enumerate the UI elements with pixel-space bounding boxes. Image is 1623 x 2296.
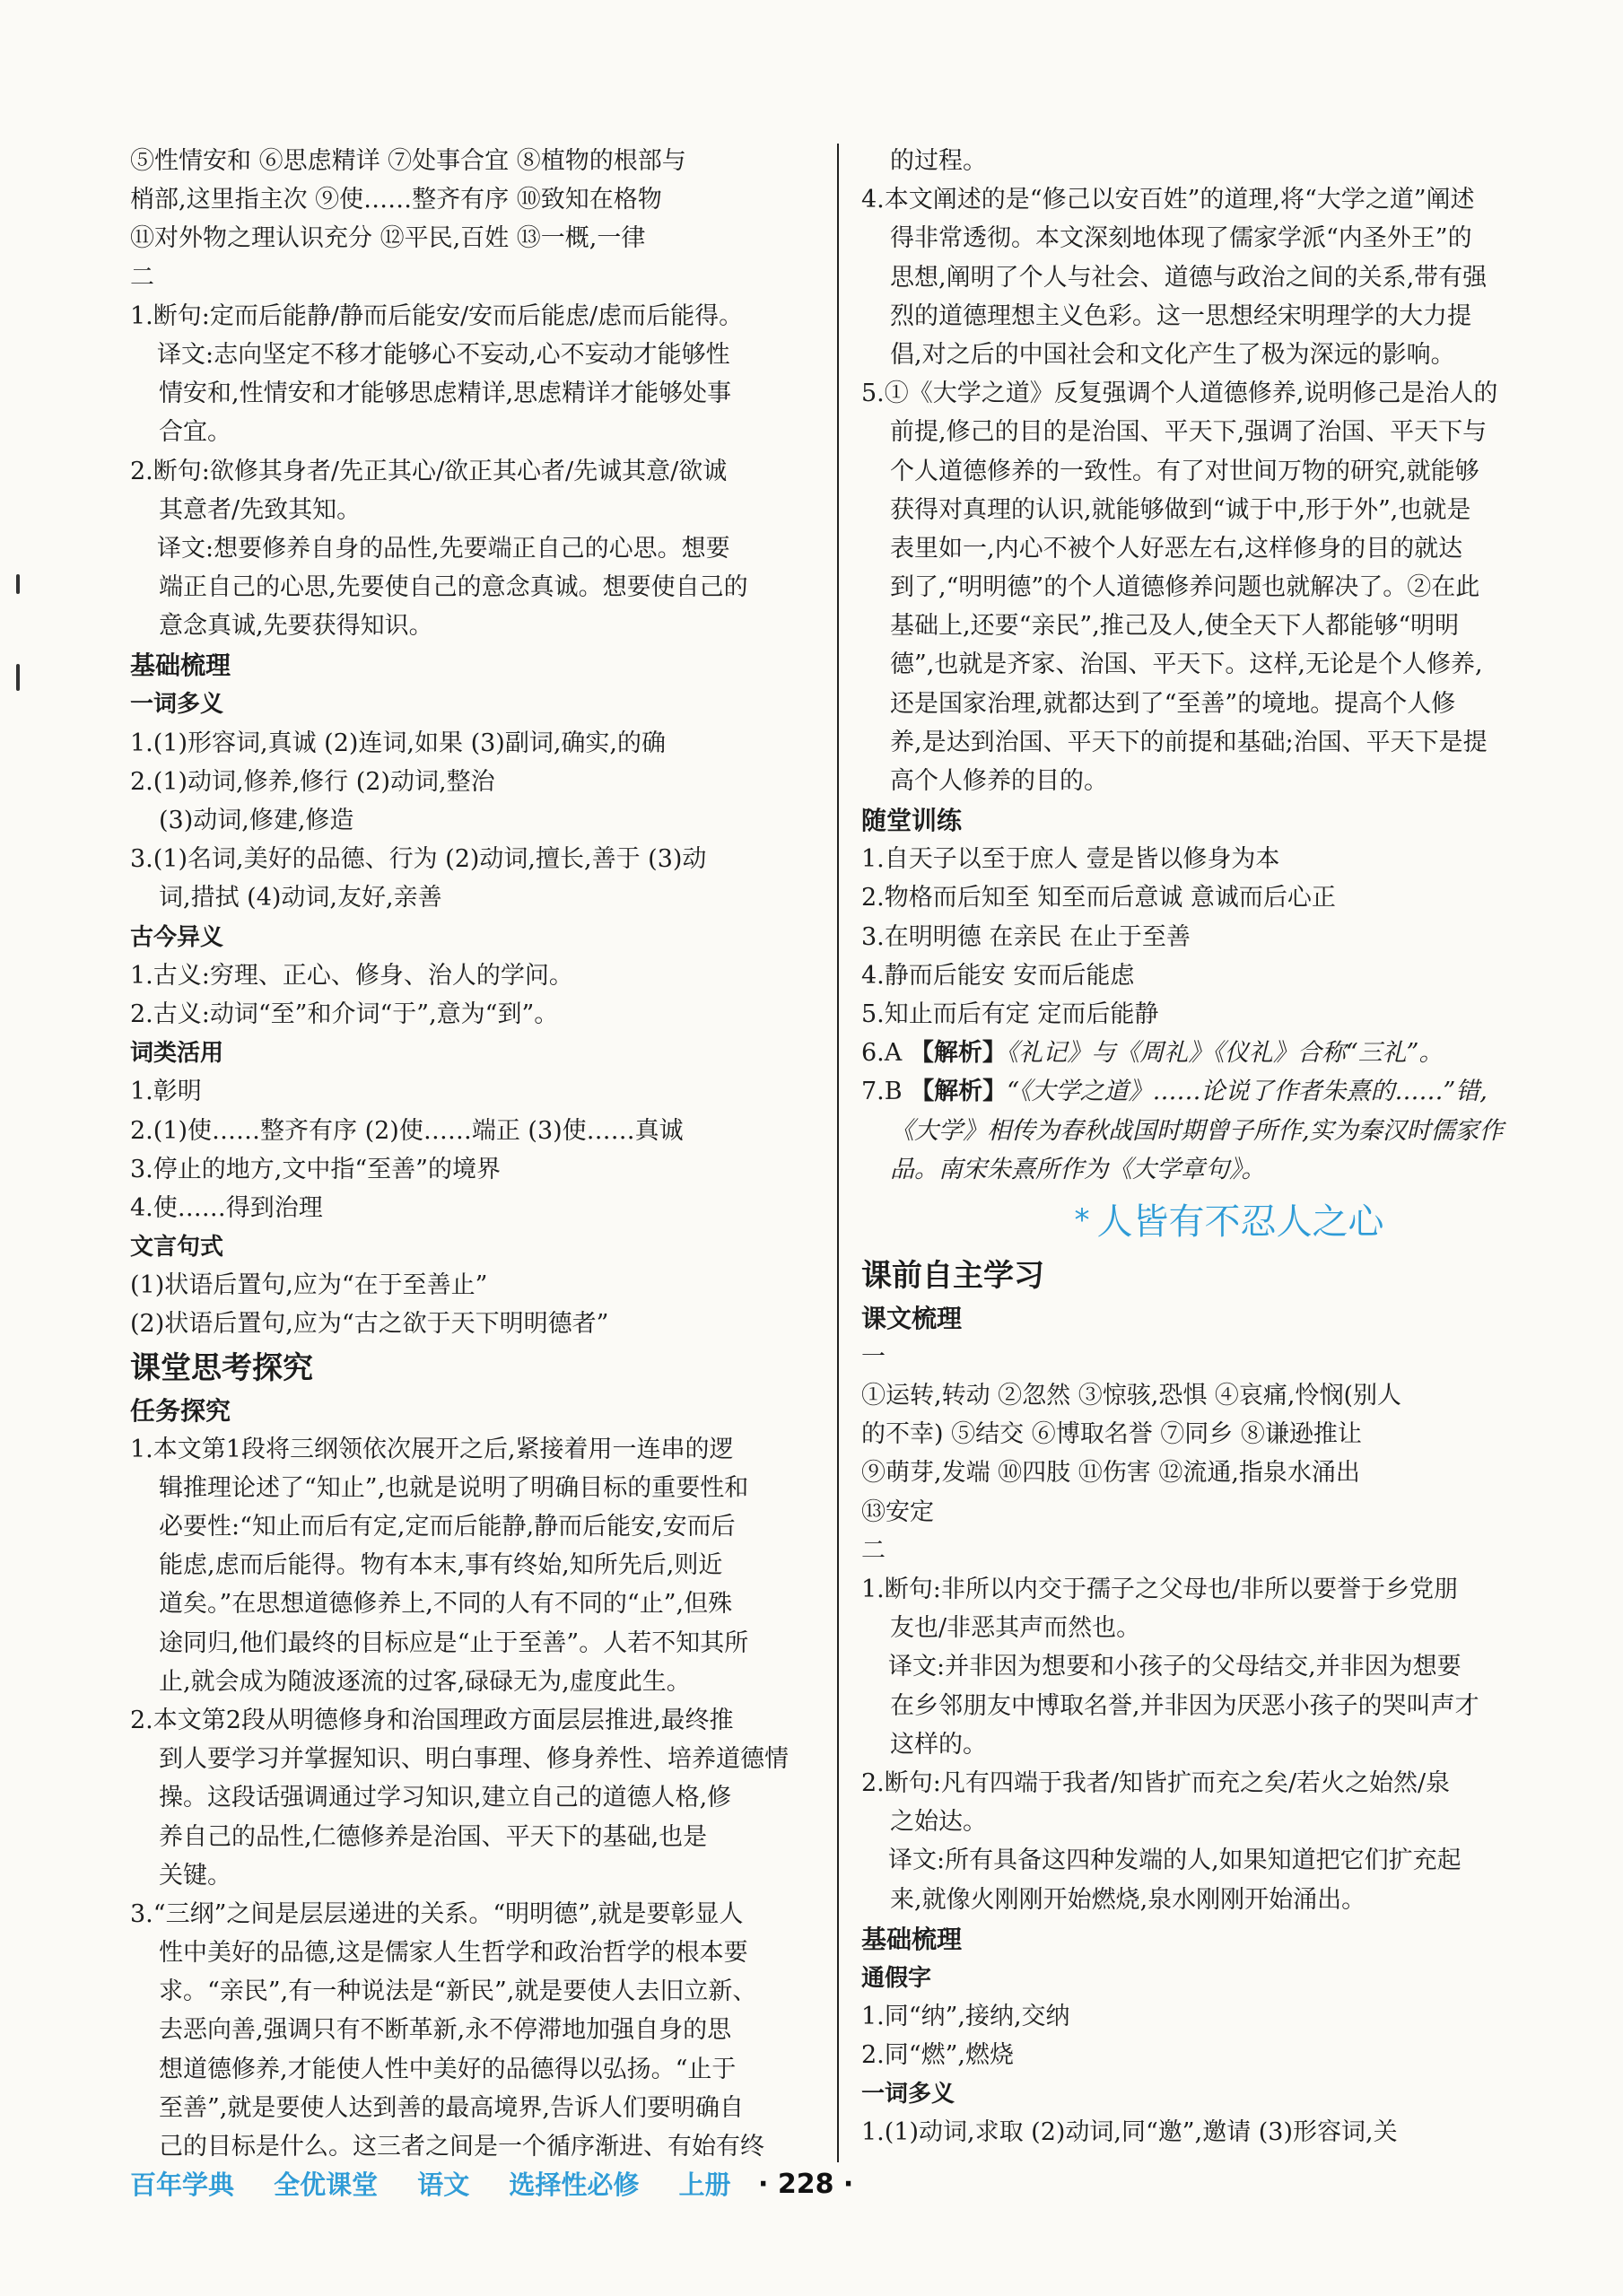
text-line: 2.(1)使……整齐有序 (2)使……端正 (3)使……真诚 — [130, 1116, 684, 1145]
text-line: 5.知止而后有定 定而后能静 — [861, 1000, 1159, 1028]
text-line: 来,就像火刚刚开始燃烧,泉水刚刚开始涌出。 — [890, 1885, 1366, 1914]
text-line: 至善”,就是要使人达到善的最高境界,告诉人们要明确自 — [159, 2093, 744, 2122]
column-divider — [837, 144, 839, 2162]
text-line: 道矣。”在思想道德修养上,不同的人有不同的“止”,但殊 — [159, 1590, 733, 1619]
footer-subject: 语文 — [417, 2169, 470, 2200]
asterisk-icon: * — [1074, 1201, 1090, 1238]
text-line: 前提,修己的目的是治国、平天下,强调了治国、平天下与 — [890, 418, 1488, 447]
text-line: 4.静而后能安 安而后能虑 — [861, 961, 1135, 990]
text-line: 性中美好的品德,这是儒家人生哲学和政治哲学的根本要 — [159, 1939, 748, 1968]
text-line: 合宜。 — [159, 418, 231, 447]
scan-mark — [16, 574, 20, 594]
text-line: 还是国家治理,就都达到了“至善”的境地。提高个人修 — [890, 689, 1456, 718]
subsection-heading: 课文梳理 — [861, 1303, 963, 1333]
text-line: 情安和,性情安和才能够思虑精详,思虑精详才能够处事 — [159, 380, 732, 408]
text-line: 二 — [130, 263, 154, 292]
text-line: 2.断句:凡有四端于我者/知皆扩而充之矣/若火之始然/泉 — [861, 1768, 1451, 1797]
text-line: 到人要学习并掌握知识、明白事理、修身养性、培养道德情 — [159, 1745, 789, 1774]
topic-heading: 文言句式 — [130, 1234, 224, 1261]
text-line: 2.本文第2段从明德修身和治国理政方面层层推进,最终推 — [130, 1706, 734, 1734]
text-line: 词,措拭 (4)动词,友好,亲善 — [159, 884, 442, 912]
text-line: 1.自天子以至于庶人 壹是皆以修身为本 — [861, 845, 1280, 874]
text-line: ⑪对外物之理认识充分 ⑫平民,百姓 ⑬一概,一律 — [130, 224, 646, 253]
text-line: 端正自己的心思,先要使自己的意念真诚。想要使自己的 — [159, 573, 748, 602]
answer-line — [861, 1034, 1543, 1072]
text-line: 1.(1)动词,求取 (2)动词,同“邀”,邀请 (3)形容词,关 — [861, 2118, 1398, 2147]
footer-volume-type: 选择性必修 — [509, 2169, 640, 2200]
right-column — [861, 142, 1543, 2152]
text-line: 养,是达到治国、平天下的前提和基础;治国、平天下是提 — [890, 728, 1488, 756]
text-line: 1.彰明 — [130, 1078, 202, 1106]
subsection-heading: 任务探究 — [130, 1395, 231, 1426]
analysis-text: 《礼记》与《周礼》《仪礼》合称“三礼”。 — [1006, 1039, 1444, 1068]
translation-line: 译文:所有具备这四种发端的人,如果知道把它们扩充起 — [888, 1846, 1462, 1875]
text-line: 1.(1)形容词,真诚 (2)连词,如果 (3)副词,确实,的确 — [130, 729, 666, 757]
text-line: 4.使……得到治理 — [130, 1193, 323, 1222]
text-line: 5.①《大学之道》反复强调个人道德修养,说明修己是治人的 — [861, 380, 1498, 408]
text-line: 这样的。 — [890, 1730, 987, 1759]
text-line: 4.本文阐述的是“修己以安百姓”的道理,将“大学之道”阐述 — [861, 186, 1475, 214]
text-line: 能虑,虑而后能得。物有本末,事有终始,知所先后,则近 — [159, 1551, 723, 1580]
text-line: 在乡邻朋友中博取名誉,并非因为厌恶小孩子的哭叫声才 — [890, 1691, 1479, 1720]
text-line: ⑬安定 — [861, 1497, 934, 1526]
subsection-heading: 随堂训练 — [861, 806, 963, 836]
text-line: 养自己的品性,仁德修养是治国、平天下的基础,也是 — [159, 1822, 708, 1851]
text-line: 3.(1)名词,美好的品德、行为 (2)动词,擅长,善于 (3)动 — [130, 845, 707, 874]
text-line: 关键。 — [159, 1861, 231, 1890]
text-line: 2.(1)动词,修养,修行 (2)动词,整治 — [130, 767, 495, 796]
text-line: 2.断句:欲修其身者/先正其心/欲正其心者/先诚其意/欲诚 — [130, 457, 728, 485]
text-line: 倡,对之后的中国社会和文化产生了极为深远的影响。 — [890, 340, 1455, 369]
scan-mark — [16, 664, 20, 691]
answer-choice: 7.B — [861, 1078, 911, 1106]
text-line: 获得对真理的认识,就能够做到“诚于中,形于外”,也就是 — [890, 495, 1471, 524]
text-line: 必要性:“知止而后有定,定而后能静,静而后能安,安而后 — [159, 1513, 736, 1541]
section-heading: 课前自主学习 — [861, 1257, 1044, 1294]
text-line: 思想,阐明了个人与社会、道德与政治之间的关系,带有强 — [890, 263, 1488, 292]
text-line: 途同归,他们最终的目标应是“止于至善”。人若不知其所 — [159, 1628, 749, 1657]
text-line: 2.同“燃”,燃烧 — [861, 2041, 1014, 2070]
text-line: (1)状语后置句,应为“在于至善止” — [130, 1271, 488, 1300]
text-line: (3)动词,修建,修造 — [159, 807, 354, 834]
text-line: 1.古义:穷理、正心、修身、治人的学问。 — [130, 961, 573, 990]
translation-line: 译文:并非因为想要和小孩子的父母结交,并非因为想要 — [888, 1653, 1462, 1681]
text-line: ⑤性情安和 ⑥思虑精详 ⑦处事合宜 ⑧植物的根部与 — [130, 147, 686, 175]
text-line: 梢部,这里指主次 ⑨使……整齐有序 ⑩致知在格物 — [130, 186, 662, 214]
page-number: · 228 · — [758, 2169, 854, 2200]
subsection-heading: 基础梳理 — [861, 1924, 963, 1954]
text-line: 止,就会成为随波逐流的过客,碌碌无为,虚度此生。 — [159, 1667, 691, 1696]
text-line: 友也/非恶其声而然也。 — [890, 1614, 1141, 1643]
footer-series: 百年学典 — [130, 2169, 235, 2200]
text-line: 高个人修养的目的。 — [890, 767, 1108, 795]
subsection-heading: 基础梳理 — [130, 650, 231, 681]
left-column — [130, 142, 812, 2166]
footer-volume: 上册 — [678, 2169, 731, 2200]
text-line: 3.“三纲”之间是层层递进的关系。“明明德”,就是要彰显人 — [130, 1899, 744, 1928]
text-line: 3.停止的地方,文中指“至善”的境界 — [130, 1155, 501, 1183]
text-line: ⑨萌芽,发端 ⑩四肢 ⑪伤害 ⑫流通,指泉水涌出 — [861, 1459, 1360, 1488]
text-line: 到了,“明明德”的个人道德修养问题也就解决了。②在此 — [890, 573, 1480, 602]
topic-heading: 词类活用 — [130, 1040, 224, 1068]
section-heading: 课堂思考探究 — [130, 1349, 313, 1386]
text-line: 的过程。 — [890, 147, 987, 175]
text-line: 己的目标是什么。这三者之间是一个循序渐进、有始有终 — [159, 2133, 764, 2161]
text-line: 的不幸) ⑤结交 ⑥博取名誉 ⑦同乡 ⑧谦逊推让 — [861, 1420, 1362, 1449]
analysis-text: “《大学之道》……论说了作者朱熹的……”错, — [1007, 1078, 1488, 1106]
translation-line: 译文:志向坚定不移才能够心不妄动,心不妄动才能够性 — [157, 340, 730, 369]
translation-line: 译文:想要修养自身的品性,先要端正自己的心思。想要 — [157, 534, 730, 563]
text-line: 二 — [861, 1536, 886, 1565]
analysis-tag: 【解析】 — [909, 1039, 1007, 1068]
topic-heading: 通假字 — [861, 1964, 932, 1992]
text-line: 去恶向善,强调只有不断革新,永不停滞地加强自身的思 — [159, 2016, 732, 2045]
text-line: 之始达。 — [890, 1808, 987, 1837]
explanation-line: 品。南宋朱熹所作为《大学章句》。 — [890, 1155, 1266, 1183]
footer-course: 全优课堂 — [274, 2169, 379, 2200]
text-line: 3.在明明德 在亲民 在止于至善 — [861, 922, 1191, 951]
text-line: 1.本文第1段将三纲领依次展开之后,紧接着用一连串的逻 — [130, 1435, 734, 1463]
text-line: 1.同“纳”,接纳,交纳 — [861, 2002, 1070, 2030]
text-line: 得非常透彻。本文深刻地体现了儒家学派“内圣外王”的 — [890, 224, 1472, 253]
text-line: 2.物格而后知至 知至而后意诚 意诚而后心正 — [861, 884, 1336, 912]
text-line: ①运转,转动 ②忽然 ③惊骇,恐惧 ④哀痛,怜悯(别人 — [861, 1382, 1402, 1410]
text-line: 求。“亲民”,有一种说法是“新民”,就是要使人去旧立新、 — [159, 1977, 757, 2006]
text-line: 1.断句:非所以内交于孺子之父母也/非所以要誉于乡党朋 — [861, 1576, 1458, 1603]
text-line: 辑推理论述了“知止”,也就是说明了明确目标的重要性和 — [159, 1473, 749, 1502]
answer-line — [861, 1072, 1543, 1111]
text-line: 操。这段话强调通过学习知识,建立自己的道德人格,修 — [159, 1784, 732, 1812]
text-line: 意念真诚,先要获得知识。 — [159, 612, 433, 641]
explanation-line: 《大学》相传为春秋战国时期曾子所作,实为秦汉时儒家作 — [890, 1116, 1504, 1145]
analysis-tag: 【解析】 — [910, 1078, 1008, 1106]
topic-heading: 一词多义 — [861, 2081, 955, 2108]
text-line: 想道德修养,才能使人性中美好的品德得以弘扬。“止于 — [159, 2055, 737, 2083]
text-line: 一 — [861, 1342, 886, 1371]
lesson-title — [861, 1189, 1543, 1252]
text-line: 基础上,还要“亲民”,推己及人,使全天下人都能够“明明 — [890, 612, 1460, 641]
text-line: 个人道德修养的一致性。有了对世间万物的研究,就能够 — [890, 457, 1479, 485]
topic-heading: 古今异义 — [130, 923, 224, 951]
text-line: (2)状语后置句,应为“古之欲于天下明明德者” — [130, 1310, 609, 1339]
answer-choice: 6.A — [861, 1039, 910, 1068]
text-line: 2.古义:动词“至”和介词“于”,意为“到”。 — [130, 1000, 559, 1028]
text-line: 德”,也就是齐家、治国、平天下。这样,无论是个人修养, — [890, 650, 1483, 679]
lesson-title-text: 人皆有不忍人之心 — [1096, 1200, 1384, 1243]
text-line: 表里如一,内心不被个人好恶左右,这样修身的目的就达 — [890, 534, 1463, 563]
text-line: 1.断句:定而后能静/静而后能安/安而后能虑/虑而后能得。 — [130, 301, 744, 330]
text-line: 烈的道德理想主义色彩。这一思想经宋明理学的大力提 — [890, 301, 1471, 330]
topic-heading: 一词多义 — [130, 691, 224, 719]
text-line: 其意者/先致其知。 — [159, 495, 362, 524]
